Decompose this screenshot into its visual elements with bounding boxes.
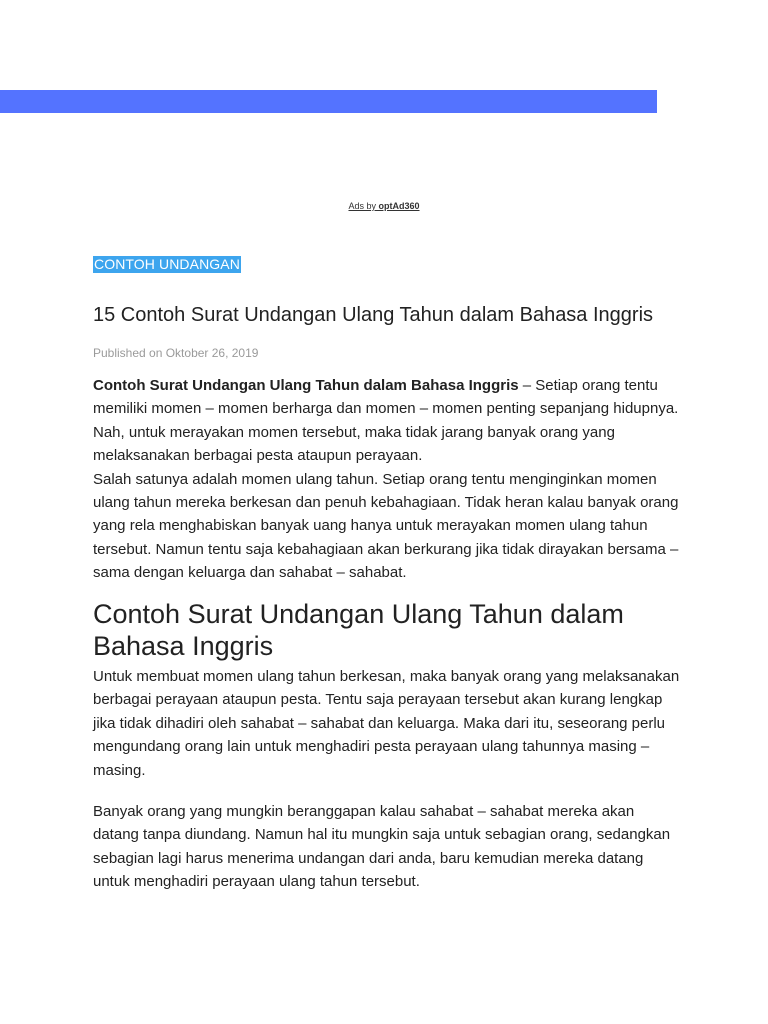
intro-text: – Setiap orang tentu memiliki momen – momen berharga dan momen – momen penting sepanjang hidupnya. Nah, untuk merayakan momen tersebut, maka tidak jarang banyak orang yang melaksanakan berbagai pesta ataupun perayaan. — [93, 377, 679, 465]
published-date: Published on Oktober 26, 2019 — [93, 346, 259, 360]
paragraph-2: Banyak orang yang mungkin beranggapan kalau sahabat – sahabat mereka akan datang tanpa diundang. Namun hal itu mungkin saja untuk sebagian orang, sedangkan sebagian lagi harus menerima undangan dari anda, baru kemudian mereka datang untuk menghadiri perayaan ulang tahun tersebut. — [93, 803, 671, 891]
intro-section — [93, 374, 683, 585]
top-banner-bar — [0, 90, 657, 113]
section-heading: Contoh Surat Undangan Ulang Tahun dalam Bahasa Inggris — [93, 599, 624, 661]
ads-attribution[interactable] — [0, 200, 768, 212]
intro-bold-title: Contoh Surat Undangan Ulang Tahun dalam Bahasa Inggris — [93, 377, 519, 394]
intro-second-paragraph: Salah satunya adalah momen ulang tahun. Setiap orang tentu menginginkan momen ulang tahun mereka berkesan dan penuh kebahagiaan. Tidak heran kalau banyak orang yang rela menghabiskan banyak uang hanya untuk merayakan momen ulang tahun tersebut. Namun tentu saja kebahagiaan akan berkurang jika tidak dirayakan bersama – sama dengan keluarga dan sahabat – sahabat. — [93, 470, 679, 582]
paragraph-1: Untuk membuat momen ulang tahun berkesan, maka banyak orang yang melaksanakan berbagai perayaan ataupun pesta. Tentu saja perayaan tersebut akan kurang lengkap jika tidak dihadiri oleh sahabat – sahabat dan keluarga. Maka dari itu, seseorang perlu mengundang orang lain untuk menghadiri pesta perayaan ulang tahunnya masing – masing. — [93, 668, 680, 779]
category-tag[interactable]: CONTOH UNDANGAN — [94, 256, 240, 272]
ads-brand: optAd360 — [378, 201, 420, 211]
post-title: 15 Contoh Surat Undangan Ulang Tahun dalam Bahasa Inggris — [93, 304, 654, 326]
ads-prefix: Ads by — [348, 201, 379, 211]
ads-attribution-link[interactable] — [348, 201, 419, 211]
intro-paragraph — [93, 374, 683, 468]
